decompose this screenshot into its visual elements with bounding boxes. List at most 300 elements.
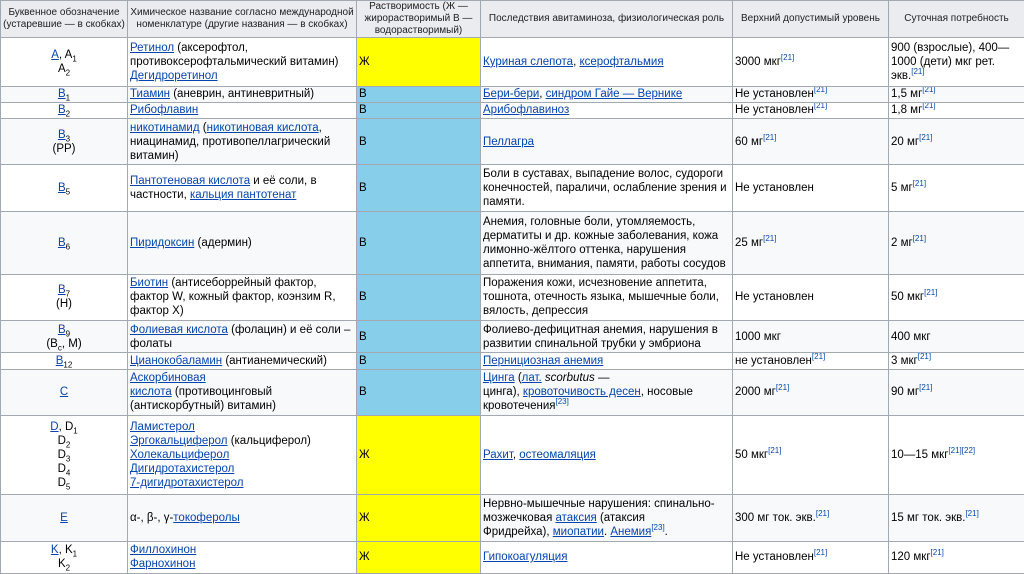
reference-link[interactable]: [21]	[768, 446, 782, 456]
text: 5 мг	[891, 182, 913, 195]
subscript: 2	[65, 563, 71, 573]
text: цинга),	[483, 386, 523, 399]
text: (противоцинговый	[171, 386, 273, 399]
wiki-link[interactable]: 7-дигидротахистерол	[130, 477, 244, 490]
effects-cell	[481, 102, 733, 118]
wiki-link[interactable]: остеомаляция	[519, 449, 596, 462]
reference-sup	[922, 102, 935, 110]
cell-line	[483, 55, 730, 69]
cell-line	[3, 448, 125, 462]
subscript: 1	[72, 54, 77, 64]
solubility-cell	[357, 495, 481, 542]
effects-cell	[481, 86, 733, 102]
reference-link[interactable]: [21]	[813, 86, 828, 95]
chemical-name-cell	[128, 495, 357, 542]
wiki-link[interactable]: токоферолы	[173, 511, 240, 524]
text: и её соли, в	[250, 175, 317, 188]
cell-line	[483, 385, 730, 399]
text: витамин)	[130, 149, 179, 162]
cell-line	[3, 48, 125, 62]
reference-sup	[651, 523, 664, 532]
daily-need-cell	[889, 118, 1024, 165]
cell-line	[735, 87, 886, 101]
solubility-cell	[357, 369, 481, 416]
cell-line	[735, 448, 886, 462]
header-chemical-name: Химическое название согласно международной номенклатуре (другие названия — в скобках)	[128, 1, 357, 38]
solubility-value: В	[359, 330, 367, 343]
text: 300 мг ток. экв.	[735, 511, 816, 524]
wiki-link[interactable]: Цинга	[483, 372, 515, 385]
cell-line	[483, 323, 730, 337]
cell-line	[130, 476, 354, 490]
subscript: c	[57, 343, 62, 353]
wiki-link[interactable]: Ретинол	[130, 41, 175, 54]
wiki-link[interactable]: B	[57, 236, 66, 249]
cell-line	[483, 215, 730, 229]
solubility-value: Ж	[359, 511, 370, 524]
text: Не установлен	[735, 551, 814, 564]
wiki-link[interactable]: никотинамид	[130, 121, 200, 134]
wiki-link[interactable]: ксерофтальмия	[579, 55, 664, 68]
daily-need-cell	[889, 274, 1024, 321]
wiki-link[interactable]: Фолиевая кислота	[130, 323, 228, 336]
reference-link[interactable]: [23]	[555, 397, 569, 407]
cell-line	[483, 550, 730, 564]
wiki-link[interactable]: никотиновая кислота	[206, 121, 319, 134]
wiki-link[interactable]: Пантотеновая кислота	[130, 175, 251, 188]
text: не установлен	[735, 355, 812, 368]
wiki-link[interactable]: Анемия	[610, 525, 652, 538]
table-row	[1, 369, 1024, 416]
text: 400 мкг	[891, 330, 931, 343]
upper-level-cell	[733, 416, 889, 495]
wiki-link[interactable]: Аскорбиновая	[130, 372, 206, 385]
text: 1000 (дети) мкг рет.	[891, 55, 995, 68]
cell-line	[483, 371, 730, 385]
cell-line	[3, 420, 125, 434]
chemical-name-cell	[128, 211, 357, 274]
upper-level-cell	[733, 495, 889, 542]
table-row	[1, 416, 1024, 495]
text: 90 мг	[891, 386, 920, 399]
text: Фолиево-дефицитная анемия, нарушения в	[483, 323, 718, 336]
text: ниацинамид, противопеллагрический	[130, 135, 331, 148]
table-row	[1, 38, 1024, 87]
cell-line	[3, 62, 125, 76]
text: , M)	[61, 337, 82, 350]
cell-line	[891, 385, 1022, 399]
text: 900 (взрослые), 400—	[891, 41, 1010, 54]
text: (антианемический)	[222, 355, 327, 368]
table-row	[1, 102, 1024, 118]
text: 10—15 мкг	[891, 449, 949, 462]
cell-line	[891, 66, 1022, 83]
cell-line	[735, 354, 886, 368]
reference-link[interactable]: [21]	[815, 508, 830, 518]
cell-line	[130, 462, 354, 476]
text: (антискорбутный) витамин)	[130, 400, 276, 413]
reference-sup	[924, 289, 937, 298]
subscript: 2	[65, 68, 71, 78]
letter-cell	[1, 86, 128, 102]
wiki-link[interactable]: D	[50, 421, 59, 434]
cell-line	[483, 304, 730, 318]
cell-line	[130, 557, 354, 571]
cell-line	[130, 337, 354, 351]
wiki-link[interactable]: кровоточивость десен	[522, 386, 641, 399]
italic-text: scorbutus	[544, 372, 595, 385]
cell-line	[483, 337, 730, 351]
wiki-link[interactable]: K	[50, 544, 59, 557]
reference-link[interactable]: [21]	[763, 132, 777, 142]
reference-link[interactable]: [21]	[911, 66, 925, 76]
reference-link[interactable]: [21]	[780, 52, 795, 62]
subscript: 4	[65, 468, 71, 478]
text: развитии спинальной трубки у эмбриона	[483, 337, 701, 350]
cell-line	[735, 385, 886, 399]
cell-line	[483, 522, 730, 539]
reference-link[interactable]: [21]	[965, 508, 979, 518]
letter-cell	[1, 369, 128, 416]
text: Не установлен	[735, 88, 814, 101]
chemical-name-cell	[128, 321, 357, 353]
text: памяти.	[483, 196, 525, 209]
wiki-link[interactable]: кальция пантотенат	[189, 189, 297, 202]
chemical-name-cell	[128, 416, 357, 495]
cell-line	[735, 330, 886, 344]
text: (кальциферол)	[227, 435, 311, 448]
reference-link[interactable]: [21]	[922, 86, 936, 95]
text: кровотечения	[483, 400, 556, 413]
reference-link[interactable]: [21]	[930, 548, 944, 558]
wiki-link[interactable]: Тиамин	[130, 88, 171, 101]
reference-link[interactable]: [21]	[813, 102, 828, 111]
cell-line	[130, 149, 354, 163]
cell-line	[130, 448, 354, 462]
wiki-link[interactable]: Филлохинон	[130, 544, 197, 557]
wiki-link[interactable]: Пернициозная анемия	[483, 355, 604, 368]
wiki-link[interactable]: Дигидротахистерол	[130, 463, 235, 476]
text: (аневрин, антиневритный)	[170, 88, 315, 101]
cell-line	[130, 511, 354, 525]
cell-line	[3, 543, 125, 557]
text: фактор W, кожный фактор, коэнзим R,	[130, 291, 336, 304]
cell-line	[483, 243, 730, 257]
letter-cell	[1, 541, 128, 573]
reference-link[interactable]: [21]	[811, 352, 826, 362]
daily-need-cell	[889, 102, 1024, 118]
chemical-name-cell	[128, 165, 357, 212]
effects-cell	[481, 369, 733, 416]
reference-link[interactable]: [21]	[917, 352, 932, 362]
wiki-link[interactable]: Арибофлавиноз	[483, 104, 570, 117]
solubility-value: Ж	[359, 55, 370, 68]
table-row	[1, 274, 1024, 321]
cell-line	[735, 290, 886, 304]
reference-link[interactable]: [21]	[924, 288, 938, 298]
text: (атаксия	[596, 511, 646, 524]
text: Анемия, головные боли, утомляемость,	[483, 215, 696, 228]
wiki-link[interactable]: миопатии	[552, 525, 604, 538]
daily-need-cell	[889, 321, 1024, 353]
cell-line	[130, 69, 354, 83]
letter-cell	[1, 38, 128, 87]
wiki-link[interactable]: A	[51, 48, 59, 61]
text: .	[603, 525, 611, 538]
text: частности,	[130, 189, 190, 202]
solubility-value: В	[359, 236, 367, 249]
wiki-link[interactable]: B	[57, 104, 66, 117]
text: (аксерофтол,	[174, 41, 248, 54]
text: D	[57, 477, 66, 490]
subscript: 2	[65, 440, 71, 450]
reference-sup	[911, 67, 924, 76]
cell-line	[483, 497, 730, 511]
cell-line	[130, 420, 354, 434]
header-letter: Буквенное обозначение (устаревшие — в скобках)	[1, 1, 128, 38]
reference-link[interactable]: [21]	[813, 548, 828, 558]
cell-line	[483, 354, 730, 368]
cell-line	[483, 448, 730, 462]
subscript: 1	[73, 426, 78, 436]
text: 50 мкг	[891, 291, 925, 304]
text: —	[594, 372, 610, 385]
cell-line	[483, 229, 730, 243]
wiki-link[interactable]: C	[59, 386, 69, 399]
cell-line	[130, 55, 354, 69]
header-daily-need: Суточная потребность	[889, 1, 1024, 38]
upper-level-cell	[733, 118, 889, 165]
text: 2000 мг	[735, 386, 776, 399]
text: 15 мг ток. экв.	[891, 511, 966, 524]
header-solubility: Растворимость (Ж — жирорастворимый В — водорастворимый)	[357, 1, 481, 38]
wiki-link[interactable]: атаксия	[555, 511, 597, 524]
text: 3000 мкг	[735, 55, 781, 68]
cell-line	[483, 181, 730, 195]
reference-sup	[919, 133, 932, 142]
cell-line	[3, 354, 125, 368]
cell-line	[3, 476, 125, 490]
chemical-name-cell	[128, 86, 357, 102]
reference-link[interactable]: [21]	[775, 383, 790, 393]
wiki-link[interactable]: B	[57, 182, 66, 195]
text: Боли в суставах, выпадение волос, судороги	[483, 168, 724, 181]
wiki-link[interactable]: Цианокобаламин	[130, 355, 223, 368]
cell-line	[130, 385, 354, 399]
text: экв.	[891, 69, 912, 82]
effects-cell	[481, 541, 733, 573]
table-row	[1, 541, 1024, 573]
reference-link[interactable]: [21][22]	[948, 446, 976, 456]
reference-sup	[812, 353, 825, 361]
cell-line	[130, 236, 354, 250]
daily-need-cell	[889, 86, 1024, 102]
wiki-link[interactable]: B	[57, 88, 66, 101]
wiki-link[interactable]: B	[57, 323, 66, 336]
text: (антисеборрейный фактор,	[168, 277, 317, 290]
text: Не установлен	[735, 291, 814, 304]
cell-line	[130, 543, 354, 557]
cell-line	[130, 399, 354, 413]
cell-line	[891, 330, 1022, 344]
solubility-cell	[357, 38, 481, 87]
wiki-link[interactable]: Бери-бери	[483, 88, 540, 101]
reference-sup	[948, 446, 975, 455]
table-row	[1, 321, 1024, 353]
text: мозжечковая	[483, 511, 556, 524]
cell-line	[483, 257, 730, 271]
wiki-link[interactable]: лат.	[521, 372, 542, 385]
wiki-link[interactable]: Холекальциферол	[130, 449, 230, 462]
header-upper-level: Верхний допустимый уровень	[733, 1, 889, 38]
wiki-link[interactable]: Куриная слепота	[483, 55, 574, 68]
daily-need-cell	[889, 495, 1024, 542]
reference-link[interactable]: [21]	[919, 132, 933, 142]
text: (	[199, 121, 207, 134]
solubility-value: Ж	[359, 551, 370, 564]
cell-line	[735, 550, 886, 564]
cell-line	[3, 434, 125, 448]
reference-sup	[919, 384, 932, 393]
reference-sup	[776, 384, 789, 393]
wiki-link[interactable]: B	[55, 355, 64, 368]
cell-line	[891, 87, 1022, 101]
upper-level-cell	[733, 165, 889, 212]
table-row	[1, 495, 1024, 542]
text: дерматиты и др. кожные заболевания, кожа	[483, 229, 719, 242]
wiki-link[interactable]: кислота	[130, 386, 172, 399]
text: α-, β-, γ-	[130, 511, 174, 524]
daily-need-cell	[889, 353, 1024, 369]
text: (H)	[56, 298, 72, 311]
upper-level-cell	[733, 86, 889, 102]
text: (адермин)	[194, 236, 252, 249]
reference-link[interactable]: [23]	[651, 522, 665, 532]
text: .	[664, 525, 668, 538]
solubility-value: Ж	[359, 449, 370, 462]
text: лимонно-жёлтого оттенка, нарушения	[483, 243, 686, 256]
wiki-link[interactable]: Рахит	[483, 449, 513, 462]
cell-line	[3, 128, 125, 142]
cell-line	[891, 290, 1022, 304]
text: , D	[58, 421, 74, 434]
solubility-cell	[357, 541, 481, 573]
reference-link[interactable]: [21]	[912, 233, 927, 243]
daily-need-cell	[889, 369, 1024, 416]
reference-sup	[556, 398, 569, 407]
wiki-link[interactable]: Пеллагра	[483, 135, 535, 148]
cell-line	[130, 188, 354, 202]
wiki-link[interactable]: Пиридоксин	[130, 236, 195, 249]
text: Не установлен	[735, 104, 814, 117]
header-effects: Последствия авитаминоза, физиологическая роль	[481, 1, 733, 38]
text: тошнота, отечность языка, мышечные боли,	[483, 291, 719, 304]
text: D	[57, 463, 66, 476]
upper-level-cell	[733, 38, 889, 87]
effects-cell	[481, 165, 733, 212]
text: вялость, депрессия	[483, 305, 589, 318]
cell-line	[3, 142, 125, 156]
cell-line	[735, 181, 886, 195]
cell-line	[130, 323, 354, 337]
cell-line	[3, 323, 125, 337]
cell-line	[891, 41, 1022, 55]
cell-line	[130, 103, 354, 117]
wiki-link[interactable]: Гипокоагуляция	[483, 551, 568, 564]
cell-line	[130, 135, 354, 149]
reference-sup	[922, 86, 935, 94]
wiki-link[interactable]: синдром Гайе — Вернике	[545, 88, 683, 101]
text: ,	[318, 121, 322, 134]
text: A	[57, 62, 66, 75]
text: 2 мг	[891, 236, 913, 249]
cell-line	[3, 385, 125, 399]
cell-line	[483, 511, 730, 525]
reference-link[interactable]: [21]	[912, 179, 927, 189]
chemical-name-cell	[128, 541, 357, 573]
cell-line	[735, 52, 886, 69]
text: K	[57, 558, 66, 571]
reference-link[interactable]: [21]	[763, 233, 777, 243]
cell-line	[891, 550, 1022, 564]
daily-need-cell	[889, 165, 1024, 212]
letter-cell	[1, 321, 128, 353]
cell-line	[891, 508, 1022, 525]
letter-cell	[1, 495, 128, 542]
cell-line	[483, 399, 730, 413]
cell-line	[3, 511, 125, 525]
text: аппетита, внимания, памяти, работы сосудов	[483, 257, 726, 270]
daily-need-cell	[889, 416, 1024, 495]
table-row	[1, 118, 1024, 165]
cell-line	[130, 434, 354, 448]
wiki-link[interactable]: Дегидроретинол	[130, 69, 218, 82]
solubility-cell	[357, 353, 481, 369]
wiki-link[interactable]: Биотин	[130, 277, 169, 290]
text: ,	[539, 88, 546, 101]
effects-cell	[481, 416, 733, 495]
wiki-link[interactable]: Эргокальциферол	[130, 435, 228, 448]
effects-cell	[481, 321, 733, 353]
wiki-link[interactable]: B	[57, 284, 66, 297]
cell-line	[130, 41, 354, 55]
wiki-link[interactable]: E	[60, 511, 68, 524]
cell-line	[3, 557, 125, 571]
wiki-link[interactable]: Фарнохинон	[130, 558, 196, 571]
text: D	[57, 435, 66, 448]
solubility-cell	[357, 321, 481, 353]
reference-link[interactable]: [21]	[919, 383, 933, 393]
letter-cell	[1, 416, 128, 495]
upper-level-cell	[733, 369, 889, 416]
wiki-link[interactable]: Ламистерол	[130, 421, 195, 434]
text: конечностей, параличи, ослабление зрения и	[483, 182, 727, 195]
effects-cell	[481, 274, 733, 321]
cell-line	[891, 233, 1022, 250]
solubility-value: В	[359, 182, 367, 195]
effects-cell	[481, 353, 733, 369]
wiki-link[interactable]: Рибофлавин	[130, 104, 199, 117]
chemical-name-cell	[128, 102, 357, 118]
reference-link[interactable]: [21]	[922, 102, 936, 111]
wiki-link[interactable]: B	[57, 128, 66, 141]
subscript: 6	[65, 242, 71, 252]
chemical-name-cell	[128, 274, 357, 321]
letter-cell	[1, 353, 128, 369]
text: Фридрейха),	[483, 525, 553, 538]
text: , A	[58, 48, 73, 61]
upper-level-cell	[733, 102, 889, 118]
